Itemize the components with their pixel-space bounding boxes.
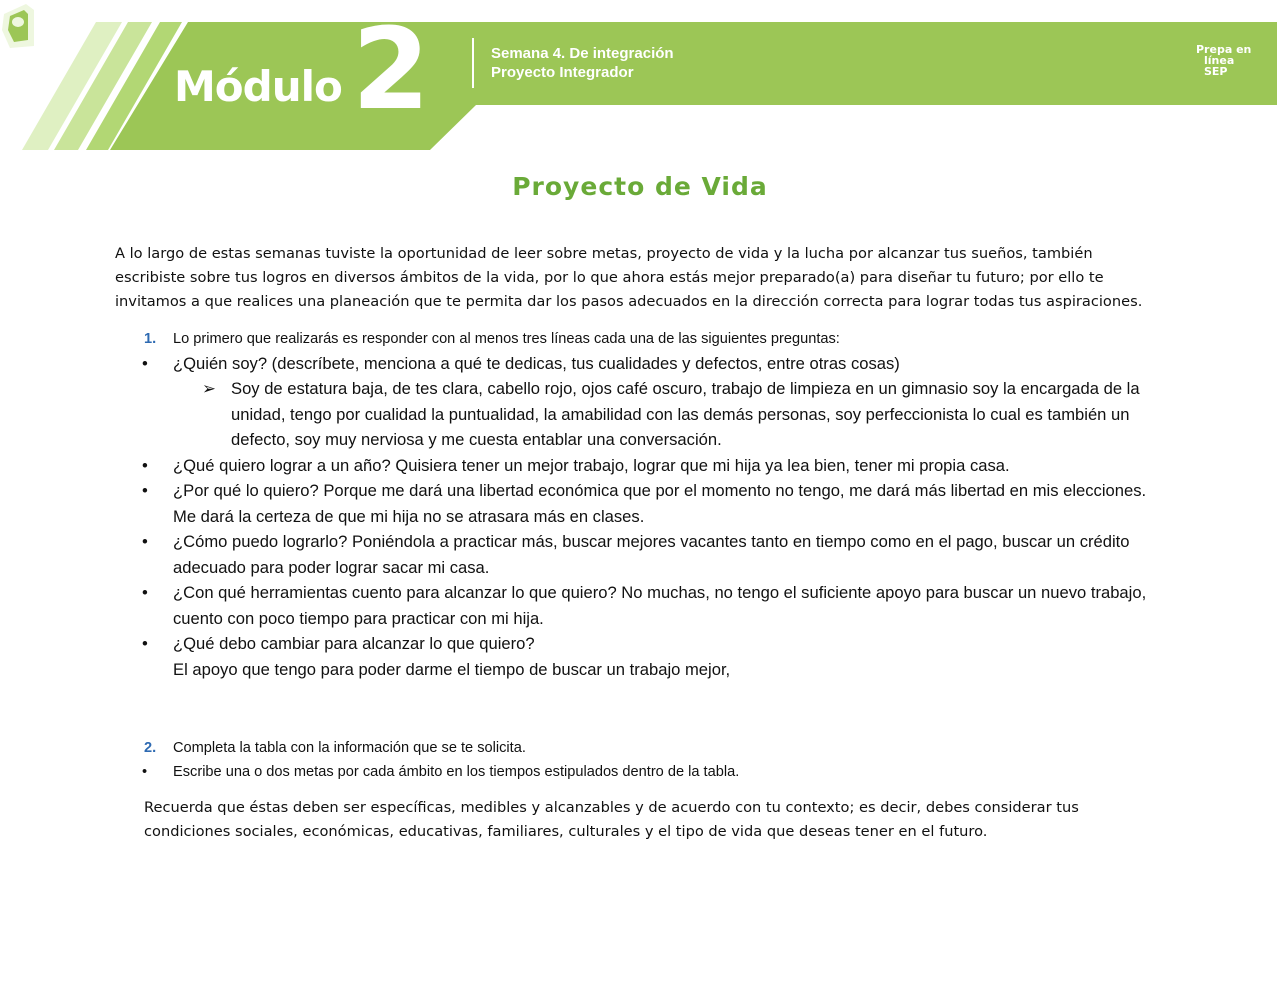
bullet: • bbox=[142, 481, 148, 500]
week-info bbox=[491, 44, 674, 82]
bullet: • bbox=[142, 532, 148, 551]
answer-6-text: El apoyo que tengo para poder darme el tiempo de buscar un trabajo mejor, bbox=[173, 660, 731, 679]
section-1-instruction: Lo primero que realizarás es responder con al menos tres líneas cada una de las siguientes preguntas: bbox=[173, 331, 840, 347]
arrow-bullet-icon: ➢ bbox=[202, 379, 216, 398]
project-subtitle: Proyecto Integrador bbox=[491, 64, 634, 81]
bullet: • bbox=[142, 764, 148, 780]
section-2-instruction: Completa la tabla con la información que se te solicita. bbox=[173, 740, 526, 756]
question-1-text: ¿Quién soy? (descríbete, menciona a qué te dedicas, tus cualidades y defectos, entre otras cosas) bbox=[173, 354, 900, 373]
module-label: Módulo bbox=[174, 62, 342, 111]
bullet: • bbox=[142, 354, 148, 373]
intro-paragraph: A lo largo de estas semanas tuviste la oportunidad de leer sobre metas, proyecto de vida y la lucha por alcanzar tus sueños, también escribiste sobre tus logros en diversos ámbitos de la vida, por lo que ahora estás mejor preparado(a) para diseñar tu futuro; por ello te invitamos a que realices una planeación que te permita dar los pasos adecuados en la dirección correcta para lograr todas tus aspiraciones. bbox=[115, 245, 1143, 310]
question-2-text: ¿Qué quiero lograr a un año? Quisiera tener un mejor trabajo, lograr que mi hija ya lea bien, tener mi propia casa. bbox=[173, 456, 1010, 475]
question-4-text: ¿Cómo puedo lograrlo? Poniéndola a practicar más, buscar mejores vacantes tanto en tiempo como en el pago, buscar un crédito adecuado para poder lograr sacar mi casa. bbox=[173, 532, 1130, 577]
module-number: 2 bbox=[352, 5, 430, 135]
bullet: • bbox=[142, 583, 148, 602]
section-2-number: 2. bbox=[144, 740, 157, 756]
section-1-number: 1. bbox=[144, 331, 157, 347]
week-title: Semana 4. De integración bbox=[491, 45, 674, 62]
question-6-text: ¿Qué debo cambiar para alcanzar lo que quiero? bbox=[173, 634, 535, 653]
prepa-en-linea-sep-logo bbox=[0, 0, 66, 52]
bullet: • bbox=[142, 456, 148, 475]
header-divider bbox=[472, 38, 474, 88]
module-header bbox=[0, 0, 1280, 160]
question-3-text: ¿Por qué lo quiero? Porque me dará una libertad económica que por el momento no tengo, me dará más libertad en mis elecciones. Me dará la certeza de que mi hija no se atrasara más en clases. bbox=[173, 481, 1147, 526]
question-5-text: ¿Con qué herramientas cuento para alcanzar lo que quiero? No muchas, no tengo el suficiente apoyo para buscar un nuevo trabajo, cuento con poco tiempo para practicar con mi hija. bbox=[173, 583, 1147, 628]
closing-paragraph: Recuerda que éstas deben ser específicas, medibles y alcanzables y de acuerdo con tu contexto; es decir, debes considerar tus condiciones sociales, económicas, educativas, familiares, culturales y el tipo de vida que deseas tener en el futuro. bbox=[144, 799, 1079, 840]
section-2-bullet-text: Escribe una o dos metas por cada ámbito en los tiempos estipulados dentro de la tabla. bbox=[173, 764, 740, 780]
bullet: • bbox=[142, 634, 148, 653]
answer-1-text: Soy de estatura baja, de tes clara, cabello rojo, ojos café oscuro, trabajo de limpieza en un gimnasio soy la encargada de la unidad, tengo por cualidad la puntualidad, la amabilidad con las demás personas, soy perfeccionista lo cual es también un defecto, soy muy nerviosa y me cuesta entablar una conversación. bbox=[231, 379, 1140, 449]
page-title: Proyecto de Vida bbox=[512, 172, 768, 201]
logo-text: Prepa en línea SEP bbox=[1196, 43, 1252, 78]
